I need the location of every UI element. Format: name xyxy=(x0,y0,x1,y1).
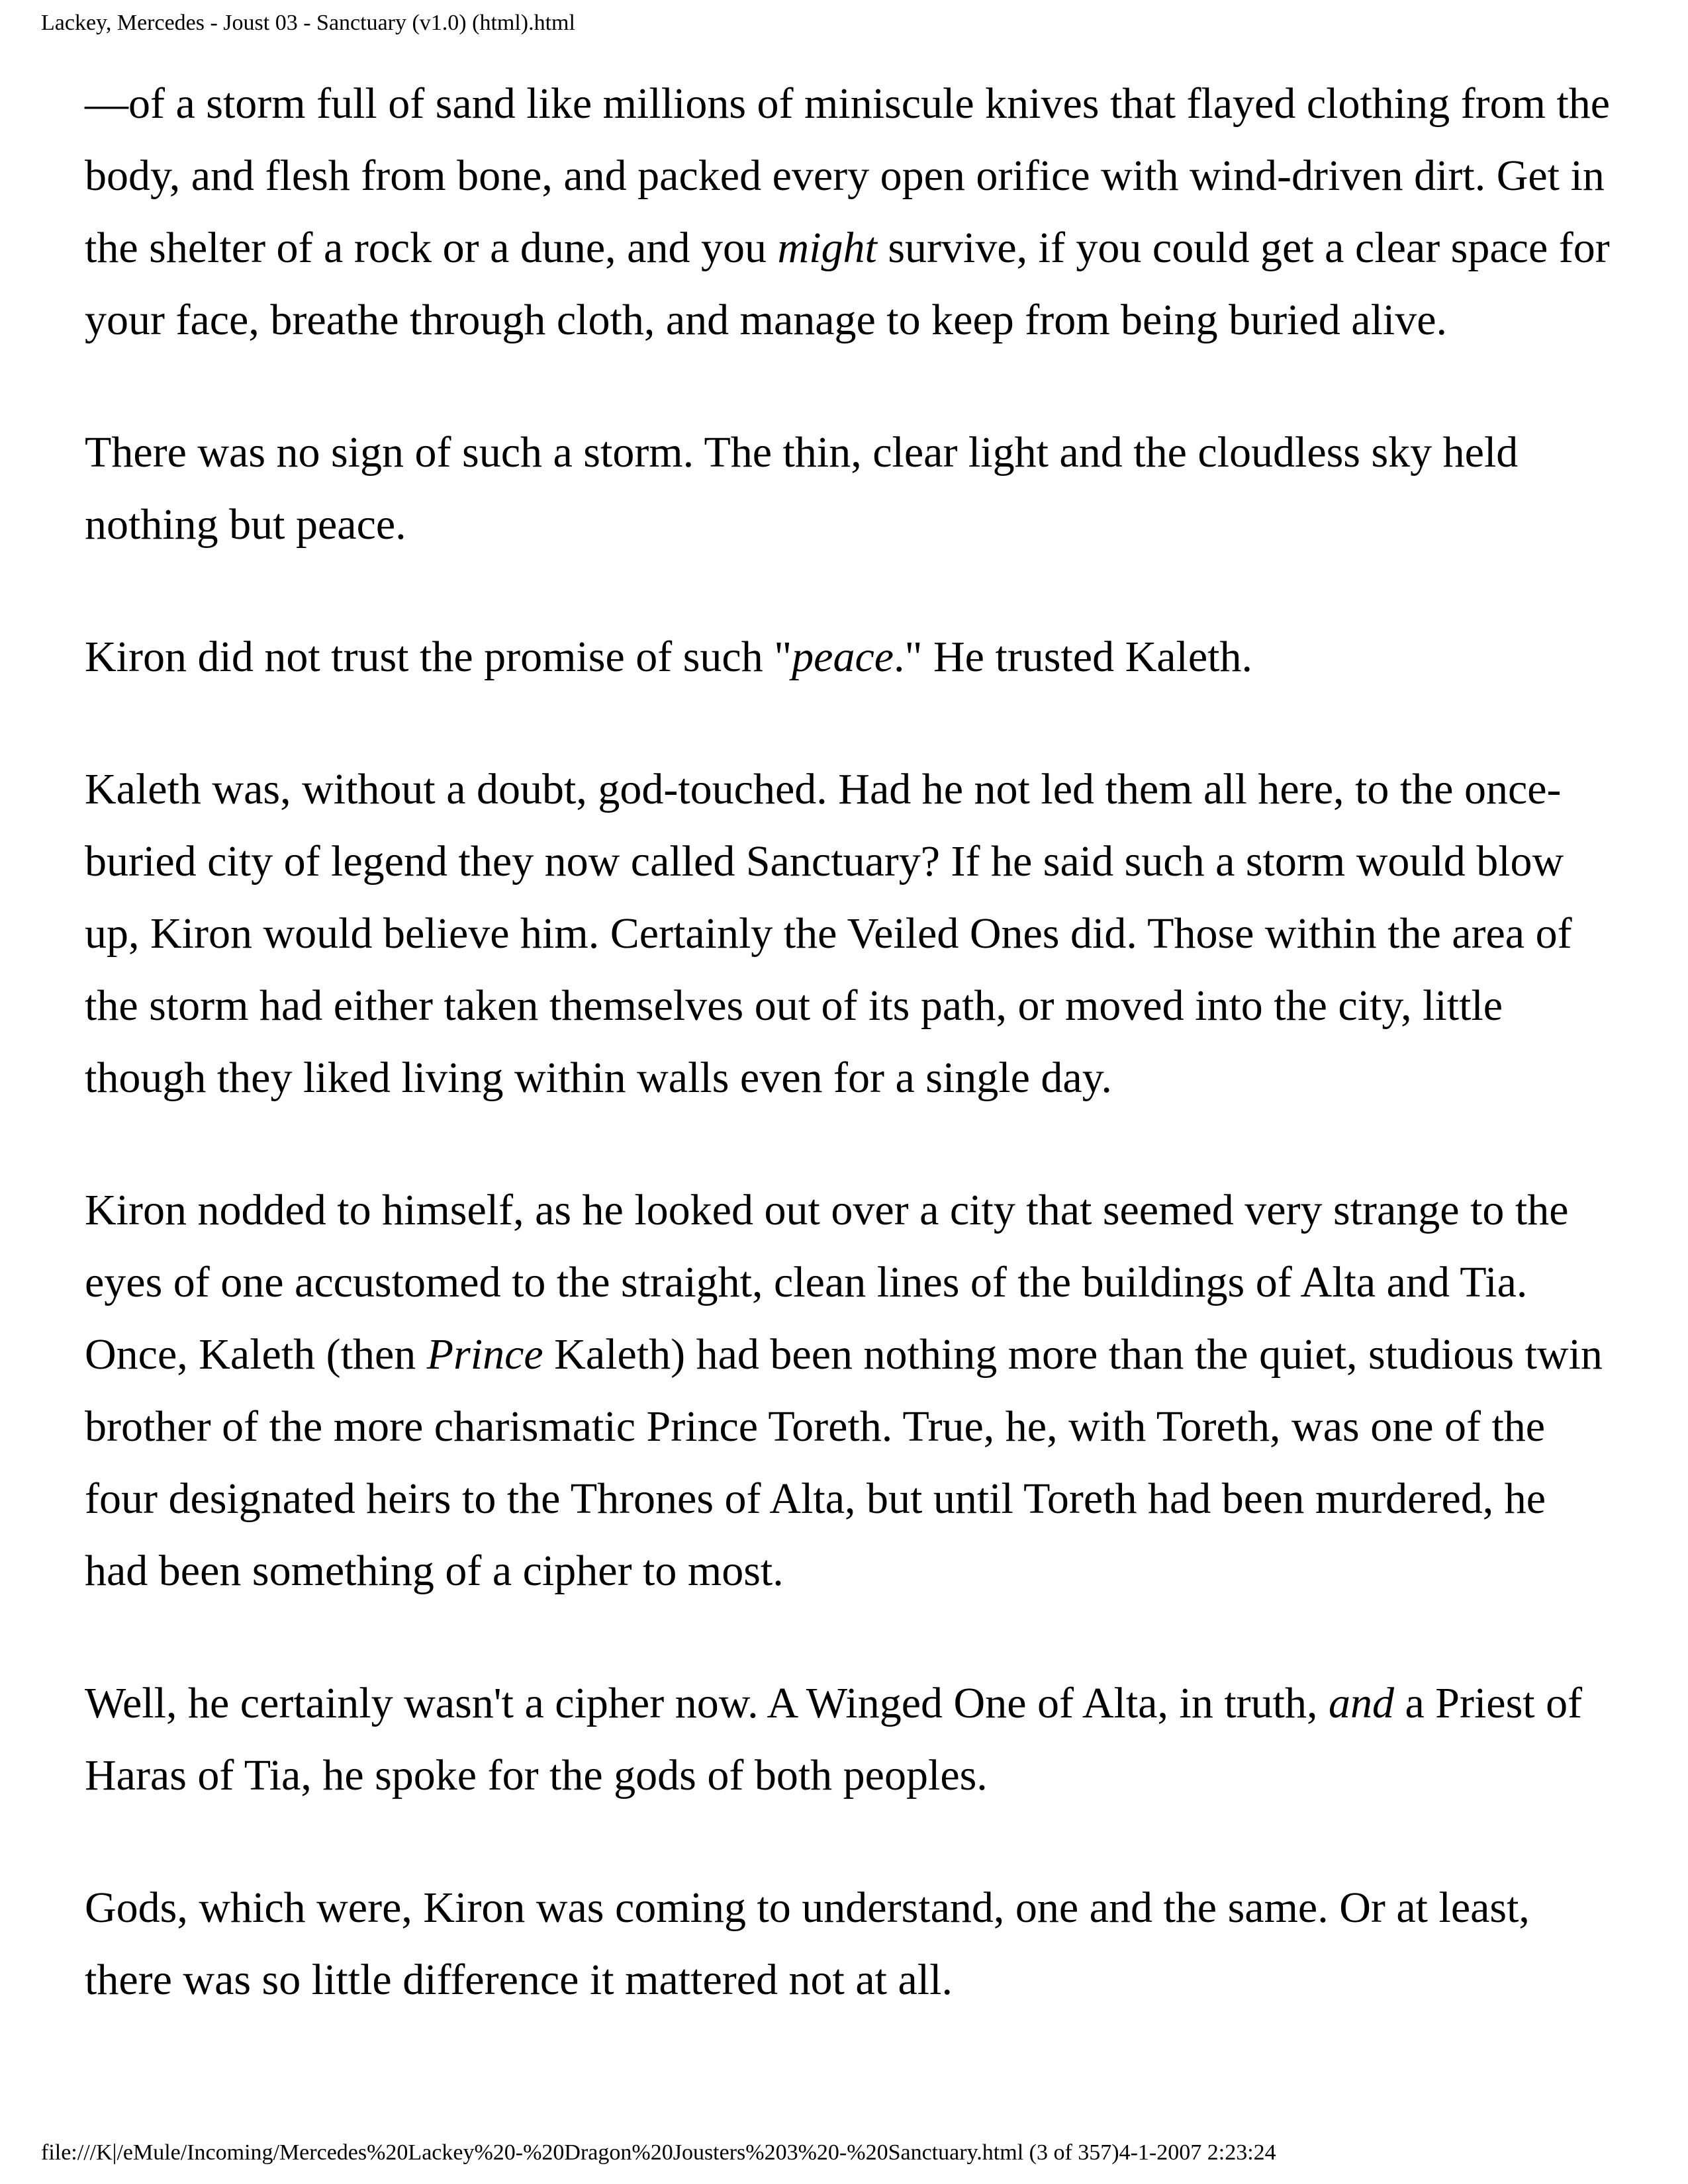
paragraph xyxy=(85,1174,1614,1607)
text-run: survive, if you could get a clear space for your face, breathe through cloth, and manage to keep from being buried alive. xyxy=(85,224,1610,344)
text-run: Kaleth) had been nothing more than the quiet, studious twin brother of the more charismatic Prince Toreth. True, he, with Toreth, was one of the four designated heirs to the Thrones of Alta, but until Toreth had been murdered, he had been something of a cipher to most. xyxy=(85,1330,1603,1595)
page-footer-path: file:///K|/eMule/Incoming/Mercedes%20Lackey%20-%20Dragon%20Jousters%203%20-%20Sanctuary.html (3 of 357)4-1-2007 2:23:24 xyxy=(41,2140,1276,2165)
document-body xyxy=(85,68,1614,2016)
paragraph xyxy=(85,1667,1614,1811)
paragraph xyxy=(85,1872,1614,2016)
italic-text: and xyxy=(1328,1679,1394,1727)
paragraph xyxy=(85,621,1614,693)
text-run: Kaleth was, without a doubt, god-touched. Had he not led them all here, to the once-buried city of legend they now called Sanctuary? If he said such a storm would blow up, Kiron would believe him. Certainly the Veiled Ones did. Those within the area of the storm had either taken themselves out of its path, or moved into the city, little though they liked living within walls even for a single day. xyxy=(85,765,1572,1102)
text-run: Kiron nodded to himself, as he looked out over a city that seemed very strange to the eyes of one accustomed to the straight, clean lines of the buildings of Alta and Tia. Once, Kaleth (then xyxy=(85,1186,1569,1379)
text-run: Gods, which were, Kiron was coming to understand, one and the same. Or at least, there was so little difference it mattered not at all. xyxy=(85,1884,1530,2004)
page-header-title: Lackey, Mercedes - Joust 03 - Sanctuary (v1.0) (html).html xyxy=(41,11,575,35)
paragraph xyxy=(85,68,1614,356)
paragraph xyxy=(85,753,1614,1114)
text-run: There was no sign of such a storm. The thin, clear light and the cloudless sky held nothing but peace. xyxy=(85,428,1519,549)
text-run: Well, he certainly wasn't a cipher now. A Winged One of Alta, in truth, xyxy=(85,1679,1329,1727)
text-run: ." He trusted Kaleth. xyxy=(894,633,1253,681)
italic-text: might xyxy=(777,224,877,272)
italic-text: peace xyxy=(792,633,894,681)
text-run: —of a storm full of sand like millions of miniscule knives that flayed clothing from the body, and flesh from bone, and packed every open orifice with wind-driven dirt. Get in the shelter of a rock or a dune, and you xyxy=(85,79,1611,272)
text-run: a Priest of Haras of Tia, he spoke for the gods of both peoples. xyxy=(85,1679,1583,1799)
italic-text: Prince xyxy=(426,1330,543,1379)
text-run: Kiron did not trust the promise of such " xyxy=(85,633,792,681)
paragraph xyxy=(85,416,1614,561)
